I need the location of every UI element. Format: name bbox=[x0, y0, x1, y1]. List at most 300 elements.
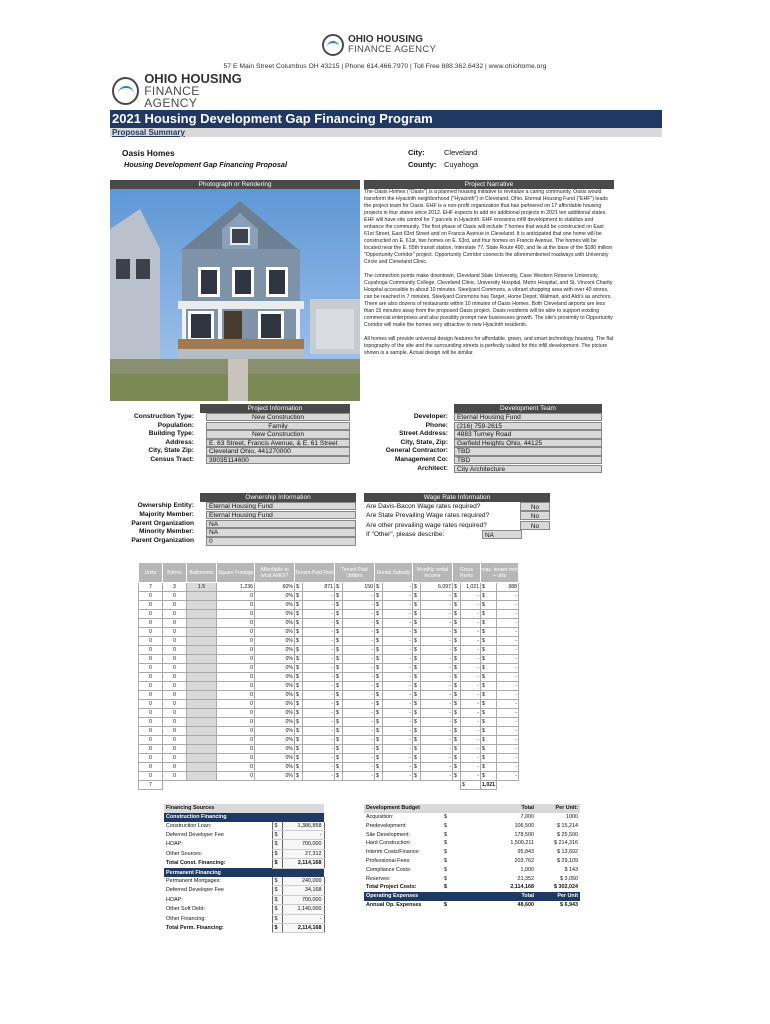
table-cell: - bbox=[383, 637, 413, 646]
financing-row bbox=[164, 840, 324, 849]
table-cell: - bbox=[461, 628, 481, 637]
budget-label: Acquisition: bbox=[366, 813, 394, 820]
table-cell: $ bbox=[481, 736, 497, 745]
logo-line2: FINANCE AGENCY bbox=[348, 44, 437, 55]
table-cell: $ bbox=[413, 592, 421, 601]
table-cell: - bbox=[461, 646, 481, 655]
table-cell: $ bbox=[375, 601, 383, 610]
table-cell: $ bbox=[413, 637, 421, 646]
table-cell: 0 bbox=[217, 637, 255, 646]
field-value: TBD bbox=[454, 447, 602, 455]
field-label: Street Address: bbox=[399, 430, 448, 438]
table-row bbox=[139, 682, 519, 691]
table-cell: $ bbox=[453, 709, 461, 718]
budget-total: 178,500 bbox=[514, 831, 534, 838]
table-cell: - bbox=[343, 592, 375, 601]
table-cell: - bbox=[461, 736, 481, 745]
table-cell: - bbox=[383, 664, 413, 673]
budget-per-unit: $ 143 bbox=[564, 866, 578, 873]
budget-currency: $ bbox=[444, 813, 447, 820]
table-cell: 0 bbox=[163, 673, 187, 682]
table-cell: - bbox=[461, 700, 481, 709]
table-cell: $ bbox=[413, 691, 421, 700]
table-cell: $ bbox=[481, 772, 497, 781]
table-cell: - bbox=[303, 592, 335, 601]
table-cell: 0 bbox=[163, 772, 187, 781]
column-header: Rental Subsidy bbox=[375, 563, 413, 583]
narrative-header: Project Narrative bbox=[364, 180, 614, 189]
budget-currency: $ bbox=[444, 884, 447, 891]
table-cell: - bbox=[421, 763, 453, 772]
budget-header: Development Budget bbox=[364, 804, 442, 813]
table-cell: 0 bbox=[217, 664, 255, 673]
table-cell bbox=[442, 804, 496, 813]
table-cell: - bbox=[303, 691, 335, 700]
table-cell: - bbox=[421, 691, 453, 700]
table-cell: - bbox=[496, 601, 518, 610]
budget-label: Compliance Costs: bbox=[366, 866, 412, 873]
table-cell: - bbox=[461, 610, 481, 619]
financing-amount: 2,114,168 bbox=[282, 924, 324, 933]
table-row bbox=[139, 619, 519, 628]
wage-question: Are Davis-Bacon Wage rates required? bbox=[366, 503, 481, 510]
table-cell: $ bbox=[295, 592, 303, 601]
table-cell: - bbox=[496, 637, 518, 646]
city-label: City: bbox=[408, 148, 425, 157]
table-cell: 0 bbox=[163, 736, 187, 745]
table-cell: 0% bbox=[255, 772, 295, 781]
field-value: (216) 759-2615 bbox=[454, 422, 602, 430]
table-cell: 0 bbox=[217, 700, 255, 709]
logo-line1: OHIO HOUSING bbox=[144, 71, 242, 86]
table-row bbox=[139, 700, 519, 709]
table-cell: - bbox=[496, 655, 518, 664]
table-cell: $ bbox=[295, 601, 303, 610]
table-cell: $ bbox=[453, 682, 461, 691]
table-row bbox=[139, 763, 519, 772]
table-cell: 150 bbox=[343, 583, 375, 592]
table-cell: $ bbox=[335, 709, 343, 718]
wage-answer: No bbox=[520, 511, 550, 520]
table-cell: - bbox=[461, 592, 481, 601]
table-cell: - bbox=[343, 709, 375, 718]
budget-currency: $ bbox=[444, 866, 447, 873]
table-cell: 0 bbox=[217, 709, 255, 718]
column-header: Monthly rental income bbox=[413, 563, 453, 583]
field-label: City, State, Zip: bbox=[400, 438, 448, 446]
table-cell: - bbox=[343, 664, 375, 673]
table-cell: - bbox=[303, 763, 335, 772]
table-cell: - bbox=[303, 772, 335, 781]
table-row bbox=[139, 601, 519, 610]
financing-label: Permanent Mortgages: bbox=[166, 878, 221, 885]
table-cell: $ bbox=[375, 754, 383, 763]
table-cell: $ bbox=[375, 646, 383, 655]
table-cell: $ bbox=[375, 682, 383, 691]
table-cell bbox=[187, 736, 217, 745]
field-value: Eternal Housing Fund bbox=[454, 413, 602, 421]
table-cell: - bbox=[383, 772, 413, 781]
budget-column-header: Per Unit: bbox=[536, 804, 580, 813]
table-cell: 0 bbox=[139, 745, 163, 754]
table-cell: $ bbox=[413, 673, 421, 682]
table-cell: 0% bbox=[255, 619, 295, 628]
table-cell bbox=[187, 727, 217, 736]
budget-row bbox=[364, 839, 580, 848]
table-cell: $ bbox=[295, 673, 303, 682]
table-cell: $ bbox=[453, 727, 461, 736]
budget-per-unit: $ 13,692 bbox=[557, 849, 578, 856]
table-cell: - bbox=[461, 745, 481, 754]
table-cell: $ bbox=[453, 736, 461, 745]
table-cell: - bbox=[421, 745, 453, 754]
table-cell: - bbox=[343, 745, 375, 754]
field-value: NA bbox=[206, 520, 356, 528]
budget-row bbox=[364, 866, 580, 875]
table-cell: $ bbox=[481, 754, 497, 763]
table-cell: $ bbox=[481, 592, 497, 601]
budget-per-unit: $ 29,109 bbox=[557, 857, 578, 864]
financing-row bbox=[164, 914, 324, 923]
budget-row bbox=[364, 848, 580, 857]
table-cell: - bbox=[343, 772, 375, 781]
table-cell: $ bbox=[295, 709, 303, 718]
budget-currency: $ bbox=[444, 822, 447, 829]
financing-currency: $ bbox=[272, 831, 282, 840]
table-cell: - bbox=[421, 673, 453, 682]
financing-row bbox=[164, 831, 324, 840]
table-cell: - bbox=[343, 691, 375, 700]
table-cell: 0% bbox=[255, 646, 295, 655]
table-cell: $ bbox=[481, 727, 497, 736]
financing-label: Deferred Developer Fee bbox=[166, 832, 224, 838]
table-cell: - bbox=[496, 772, 518, 781]
financing-label: HOAP: bbox=[166, 896, 183, 903]
table-cell: 0 bbox=[217, 745, 255, 754]
table-cell: $ bbox=[375, 772, 383, 781]
table-cell: $ bbox=[453, 700, 461, 709]
budget-row bbox=[364, 901, 580, 910]
table-cell: $ bbox=[295, 754, 303, 763]
table-cell: $ bbox=[481, 628, 497, 637]
table-cell: - bbox=[496, 592, 518, 601]
table-cell: $ bbox=[375, 619, 383, 628]
table-cell: $ bbox=[335, 763, 343, 772]
table-cell: 0 bbox=[163, 646, 187, 655]
field-label: Ownership Entity: bbox=[137, 502, 194, 509]
table-cell: $ bbox=[375, 673, 383, 682]
table-cell: - bbox=[303, 610, 335, 619]
table-cell: $ bbox=[481, 655, 497, 664]
table-cell bbox=[187, 691, 217, 700]
table-cell: $ bbox=[481, 637, 497, 646]
table-cell: - bbox=[496, 727, 518, 736]
table-cell: - bbox=[343, 763, 375, 772]
table-cell: $ bbox=[453, 583, 461, 592]
table-row bbox=[139, 727, 519, 736]
dev-team-header: Development Team bbox=[454, 404, 602, 413]
table-cell: - bbox=[461, 718, 481, 727]
table-cell: - bbox=[383, 655, 413, 664]
table-cell: 0 bbox=[217, 601, 255, 610]
table-cell: - bbox=[383, 628, 413, 637]
table-cell bbox=[187, 619, 217, 628]
field-value: Eternal Housing Fund bbox=[206, 511, 356, 519]
table-cell bbox=[187, 718, 217, 727]
table-cell: 0% bbox=[255, 709, 295, 718]
field-value: Family bbox=[206, 422, 350, 430]
table-row bbox=[139, 655, 519, 664]
budget-per-unit: $ 25,500 bbox=[557, 831, 578, 838]
wage-header: Wage Rate Information bbox=[364, 493, 550, 502]
table-cell: - bbox=[303, 646, 335, 655]
table-row bbox=[139, 718, 519, 727]
table-cell: - bbox=[343, 700, 375, 709]
table-cell: - bbox=[303, 619, 335, 628]
table-cell: $ bbox=[481, 718, 497, 727]
table-cell: 0 bbox=[139, 727, 163, 736]
budget-label: Reserves: bbox=[366, 875, 391, 882]
units-header-row bbox=[139, 563, 519, 583]
table-cell: - bbox=[421, 700, 453, 709]
table-cell: - bbox=[383, 673, 413, 682]
table-cell: 0% bbox=[255, 691, 295, 700]
table-cell: - bbox=[383, 583, 413, 592]
table-cell: - bbox=[383, 754, 413, 763]
table-cell: 0% bbox=[255, 655, 295, 664]
table-cell: 1,236 bbox=[217, 583, 255, 592]
table-row bbox=[139, 754, 519, 763]
table-cell: $ bbox=[481, 691, 497, 700]
table-row bbox=[139, 646, 519, 655]
table-cell: $ bbox=[413, 610, 421, 619]
field-value: TBD bbox=[454, 456, 602, 464]
financing-label: Total Const. Financing: bbox=[166, 860, 226, 867]
table-cell: $ bbox=[481, 646, 497, 655]
budget-currency: $ bbox=[444, 831, 447, 838]
table-cell: - bbox=[461, 709, 481, 718]
financing-label: Construction Loan: bbox=[166, 822, 212, 829]
table-cell bbox=[187, 709, 217, 718]
field-value: New Construction bbox=[206, 413, 350, 421]
financing-currency: $ bbox=[272, 905, 282, 914]
wage-answer: No bbox=[520, 521, 550, 530]
column-header: Tenant Paid Utilities bbox=[335, 563, 375, 583]
table-cell: - bbox=[496, 709, 518, 718]
table-cell: - bbox=[461, 754, 481, 763]
table-cell: - bbox=[303, 664, 335, 673]
development-budget-table bbox=[364, 804, 580, 910]
financing-currency: $ bbox=[272, 859, 282, 868]
table-cell: 0 bbox=[163, 628, 187, 637]
budget-currency: $ bbox=[444, 857, 447, 864]
budget-per-unit: 1000 bbox=[566, 813, 578, 820]
table-cell: 0 bbox=[139, 709, 163, 718]
field-label: Address: bbox=[165, 438, 194, 446]
table-cell: - bbox=[421, 682, 453, 691]
financing-amount: - bbox=[282, 831, 324, 840]
table-cell: $ bbox=[295, 736, 303, 745]
table-cell: - bbox=[461, 637, 481, 646]
field-value: Cleveland Ohio, 441270000 bbox=[206, 447, 350, 455]
table-cell: $ bbox=[375, 628, 383, 637]
table-cell: $ bbox=[375, 583, 383, 592]
table-cell: - bbox=[383, 646, 413, 655]
table-cell: $ bbox=[335, 646, 343, 655]
total-dollar: $ bbox=[461, 781, 481, 790]
table-cell: $ bbox=[335, 610, 343, 619]
table-cell: $ bbox=[295, 637, 303, 646]
financing-label: HOAP: bbox=[166, 841, 183, 848]
table-cell: 0 bbox=[139, 718, 163, 727]
table-cell: 0 bbox=[217, 682, 255, 691]
budget-header-row bbox=[364, 892, 580, 901]
table-cell: $ bbox=[413, 727, 421, 736]
table-cell bbox=[187, 601, 217, 610]
field-value: NA bbox=[206, 528, 356, 536]
budget-row bbox=[364, 813, 580, 822]
financing-amount: 700,000 bbox=[282, 840, 324, 849]
table-cell: - bbox=[421, 727, 453, 736]
table-cell: - bbox=[343, 646, 375, 655]
table-cell: $ bbox=[481, 763, 497, 772]
table-cell: 0 bbox=[217, 763, 255, 772]
table-cell: $ bbox=[335, 619, 343, 628]
table-cell: $ bbox=[413, 718, 421, 727]
table-cell: 0% bbox=[255, 682, 295, 691]
table-row bbox=[139, 664, 519, 673]
field-value: 4883 Turney Road bbox=[454, 430, 602, 438]
column-header: Gross Rents bbox=[453, 563, 481, 583]
table-cell: $ bbox=[453, 745, 461, 754]
table-cell: 0% bbox=[255, 736, 295, 745]
financing-amount: 27,312 bbox=[282, 849, 324, 858]
table-cell: - bbox=[303, 673, 335, 682]
budget-total: 95,843 bbox=[517, 849, 534, 856]
table-cell: 0 bbox=[217, 718, 255, 727]
total-row bbox=[139, 781, 519, 790]
table-cell: $ bbox=[375, 700, 383, 709]
table-cell: 0% bbox=[255, 610, 295, 619]
table-cell: - bbox=[383, 700, 413, 709]
table-cell: $ bbox=[413, 664, 421, 673]
field-label: Parent Organization bbox=[131, 519, 194, 527]
financing-label: Other Sources: bbox=[166, 850, 203, 857]
table-row bbox=[139, 637, 519, 646]
project-narrative bbox=[364, 189, 614, 364]
financing-currency: $ bbox=[272, 849, 282, 858]
table-cell: $ bbox=[375, 655, 383, 664]
table-row bbox=[139, 709, 519, 718]
table-cell: 0 bbox=[217, 610, 255, 619]
budget-row bbox=[364, 883, 580, 892]
budget-label: Total Project Costs: bbox=[366, 884, 417, 891]
document-title: 2021 Housing Development Gap Financing Program bbox=[110, 110, 662, 128]
table-cell: 0 bbox=[217, 655, 255, 664]
table-cell bbox=[187, 763, 217, 772]
table-cell: 0 bbox=[163, 691, 187, 700]
section-header-row bbox=[164, 813, 324, 822]
table-cell: $ bbox=[335, 745, 343, 754]
table-cell: - bbox=[421, 592, 453, 601]
section-header-row bbox=[164, 804, 324, 813]
table-cell: 0% bbox=[255, 718, 295, 727]
table-cell bbox=[187, 655, 217, 664]
table-row bbox=[139, 745, 519, 754]
table-cell: - bbox=[343, 619, 375, 628]
table-cell: $ bbox=[375, 718, 383, 727]
financing-currency: $ bbox=[272, 840, 282, 849]
table-cell bbox=[496, 781, 518, 790]
financing-currency: $ bbox=[272, 822, 282, 831]
table-cell: 0 bbox=[217, 619, 255, 628]
table-cell: - bbox=[343, 655, 375, 664]
financing-row bbox=[164, 886, 324, 895]
table-cell: - bbox=[343, 610, 375, 619]
financing-row bbox=[164, 822, 324, 831]
table-cell: 0% bbox=[255, 727, 295, 736]
table-cell: - bbox=[303, 709, 335, 718]
table-cell: $ bbox=[295, 610, 303, 619]
section-header: Financing Sources bbox=[164, 804, 324, 813]
budget-label: Site Development: bbox=[366, 831, 411, 838]
county-label: County: bbox=[408, 160, 437, 169]
table-cell: 0 bbox=[163, 619, 187, 628]
table-cell: $ bbox=[375, 637, 383, 646]
table-cell: $ bbox=[413, 655, 421, 664]
budget-total: 21,352 bbox=[517, 875, 534, 882]
financing-amount: 240,000 bbox=[282, 877, 324, 886]
table-cell: 0 bbox=[139, 754, 163, 763]
field-value: E. 63 Street, Francis Avenue, & E. 61 Street bbox=[206, 439, 350, 447]
table-cell: 0% bbox=[255, 628, 295, 637]
table-cell: $ bbox=[413, 709, 421, 718]
table-cell: 0 bbox=[217, 592, 255, 601]
table-cell: 0 bbox=[139, 646, 163, 655]
table-cell: $ bbox=[335, 772, 343, 781]
field-label: Architect: bbox=[417, 464, 448, 472]
table-cell: $ bbox=[413, 736, 421, 745]
table-cell: $ bbox=[481, 664, 497, 673]
table-cell: - bbox=[496, 682, 518, 691]
table-cell: - bbox=[421, 754, 453, 763]
table-cell: $ bbox=[375, 664, 383, 673]
table-cell: $ bbox=[453, 754, 461, 763]
table-cell: 0 bbox=[163, 727, 187, 736]
table-cell: 0 bbox=[139, 673, 163, 682]
table-cell: - bbox=[421, 637, 453, 646]
table-cell: - bbox=[461, 763, 481, 772]
table-cell: - bbox=[421, 619, 453, 628]
table-cell: $ bbox=[335, 691, 343, 700]
project-program: Housing Development Gap Financing Proposal bbox=[124, 160, 287, 169]
table-cell: 0 bbox=[139, 682, 163, 691]
table-cell: $ bbox=[375, 709, 383, 718]
financing-amount: - bbox=[282, 914, 324, 923]
table-cell: 0 bbox=[139, 601, 163, 610]
table-cell: - bbox=[303, 628, 335, 637]
field-value: Garfield Heights Ohio, 44125 bbox=[454, 439, 602, 447]
table-cell: - bbox=[383, 592, 413, 601]
table-cell: 0 bbox=[163, 700, 187, 709]
wage-answer: No bbox=[520, 502, 550, 511]
section-header: Construction Financing bbox=[164, 813, 324, 822]
table-cell: $ bbox=[295, 682, 303, 691]
table-row bbox=[139, 691, 519, 700]
table-cell: $ bbox=[453, 628, 461, 637]
table-cell: - bbox=[496, 700, 518, 709]
table-cell: 0 bbox=[163, 754, 187, 763]
